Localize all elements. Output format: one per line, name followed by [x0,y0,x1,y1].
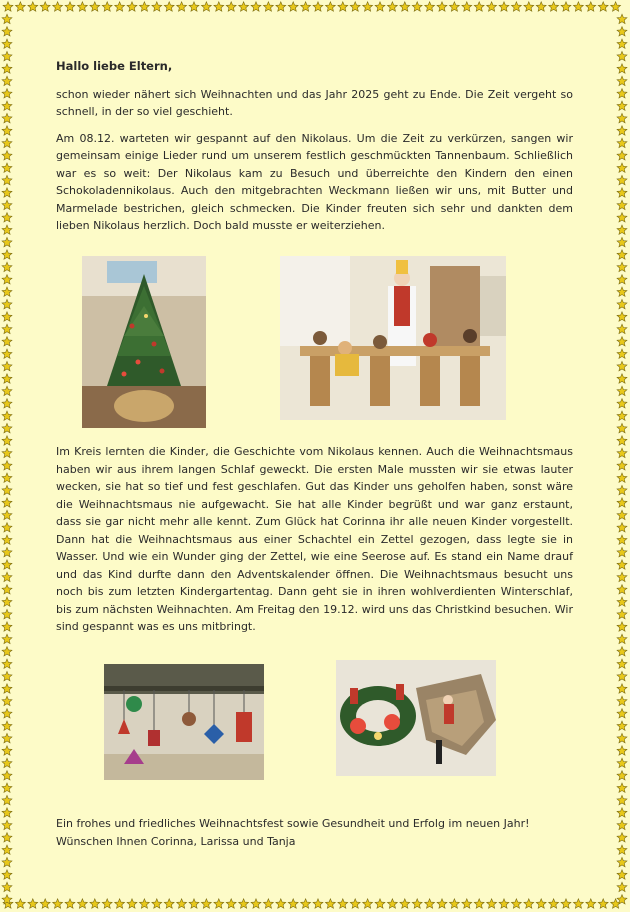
border-star [28,2,38,11]
border-star [2,188,12,197]
border-star [617,709,627,718]
border-star [617,349,627,358]
border-star [139,899,149,908]
border-star [2,560,12,569]
border-star [617,213,627,222]
border-star [177,2,187,11]
border-star [152,2,162,11]
border-star [102,899,112,908]
border-star [617,609,627,618]
border-star [15,899,25,908]
border-star [2,113,12,122]
border-star [214,899,224,908]
border-star [573,2,583,11]
border-star [617,361,627,370]
border-star [617,572,627,581]
border-star [375,899,385,908]
border-star [263,899,273,908]
border-star [617,547,627,556]
border-star [549,899,559,908]
border-star [115,2,125,11]
photo-advent-wreath [336,660,496,776]
border-star [90,899,100,908]
border-star [288,899,298,908]
border-star [617,101,627,110]
border-star [2,857,12,866]
border-star [617,399,627,408]
border-star [617,374,627,383]
border-star [350,899,360,908]
border-star [2,237,12,246]
border-star [152,899,162,908]
border-star [617,833,627,842]
border-star [2,684,12,693]
border-star [387,899,397,908]
border-star [226,899,236,908]
border-star [617,808,627,817]
border-star [363,2,373,11]
border-star [617,634,627,643]
border-star [40,2,50,11]
border-star [2,597,12,606]
border-star [617,287,627,296]
border-star [338,899,348,908]
border-star [617,27,627,36]
border-star [487,899,497,908]
border-star [617,51,627,60]
border-star [400,899,410,908]
border-star [617,684,627,693]
border-star [2,175,12,184]
border-star [598,2,608,11]
border-star [561,899,571,908]
border-star [561,2,571,11]
border-star [617,126,627,135]
border-star [617,535,627,544]
border-star [2,138,12,147]
border-star [617,870,627,879]
border-star [425,2,435,11]
border-star [2,820,12,829]
border-star [617,237,627,246]
border-star [2,213,12,222]
photo-nikolaus-visit [280,256,506,420]
border-star [617,312,627,321]
border-star [2,200,12,209]
border-star [2,275,12,284]
border-star [617,746,627,755]
border-star [400,2,410,11]
border-star [617,758,627,767]
border-star [549,2,559,11]
border-star [115,899,125,908]
border-star [127,2,137,11]
border-star [325,899,335,908]
border-star [288,2,298,11]
border-star [617,299,627,308]
border-star [53,899,63,908]
paragraph-weihnachtsmaus: Im Kreis lernten die Kinder, die Geschichte vom Nikolaus kennen. Auch die Weihnachtsmaus haben wir aus ihrem langen Schlaf geweckt. Die ersten Male mussten wir sie etwas lauter wecken, sie hat so tief und fest geschlafen. Gut das Kinder uns geholfen haben, sonst wäre die Weihnachtsmaus nie aufgewacht. Sie hat alle Kinder begrüßt und war ganz erstaunt, dass sie gar nicht mehr alle kennt. Zum Glück hat Corinna ihr alle neuen Kinder vorgestellt. Dann hat die Weihnachtsmaus aus einer Schachtel ein Zettel gezogen, dass legte sie in Wasser. Und wie ein Wunder ging der Zettel, wie eine Seerose auf. Es stand ein Name drauf und das Kind durfte dann den Adventskalender öffnen. Die Weihnachtsmaus besucht uns noch bis zum letzten Kindergartentag. Dann geht sie in ihren wohlverdienten Winterschlaf, bis zum nächsten Weihnachten. Am Freitag den 19.12. wird uns das Christkind besuchen. Wir sind gespannt was es uns mitbringt. [56,445,573,633]
border-star [617,473,627,482]
border-star [2,783,12,792]
border-star [499,899,509,908]
border-star [2,76,12,85]
border-star [617,597,627,606]
border-star [313,2,323,11]
border-star [2,287,12,296]
border-star [511,2,521,11]
border-star [2,411,12,420]
border-star [276,899,286,908]
border-star [239,2,249,11]
letter-body [56,58,573,244]
photo-christmas-tree [82,256,206,428]
border-star [2,126,12,135]
border-star [617,225,627,234]
border-star [2,386,12,395]
border-star [226,2,236,11]
border-star [2,324,12,333]
border-star [201,2,211,11]
border-star [2,523,12,532]
border-star [437,2,447,11]
border-star [573,899,583,908]
border-star [2,647,12,656]
border-star [15,2,25,11]
border-star [2,547,12,556]
border-star [617,386,627,395]
border-star [617,671,627,680]
border-star [2,709,12,718]
border-star [127,899,137,908]
border-star [617,113,627,122]
border-star [164,2,174,11]
border-star [177,899,187,908]
border-star [412,899,422,908]
border-star [412,2,422,11]
border-star [2,485,12,494]
border-star [325,2,335,11]
border-star [2,461,12,470]
border-star [2,27,12,36]
border-star [437,899,447,908]
border-star [511,899,521,908]
closing [56,815,573,850]
border-star [2,163,12,172]
border-star [536,899,546,908]
border-star [2,337,12,346]
border-star [487,2,497,11]
border-star [2,361,12,370]
border-star [617,498,627,507]
border-star [617,138,627,147]
border-star [2,39,12,48]
border-star [617,560,627,569]
border-star [2,833,12,842]
border-star [2,659,12,668]
border-star [617,64,627,73]
closing-signature: Wünschen Ihnen Corinna, Larissa und Tanja [56,834,296,848]
border-star [617,188,627,197]
border-star [617,39,627,48]
border-star [611,2,621,11]
border-star [2,746,12,755]
border-star [617,436,627,445]
border-star [2,89,12,98]
border-star [2,299,12,308]
border-star [2,808,12,817]
border-star [617,485,627,494]
border-star [2,535,12,544]
border-star [617,882,627,891]
border-star [263,2,273,11]
border-star [301,899,311,908]
border-star [2,721,12,730]
closing-wish: Ein frohes und friedliches Weihnachtsfest sowie Gesundheit und Erfolg im neuen Jahr! [56,817,530,830]
border-star [2,436,12,445]
border-star [617,461,627,470]
border-star [617,795,627,804]
border-star [462,2,472,11]
border-star [449,899,459,908]
border-star [617,845,627,854]
border-star [102,2,112,11]
border-star [65,2,75,11]
border-star [53,2,63,11]
border-star [617,783,627,792]
border-star [425,899,435,908]
border-star [2,771,12,780]
border-star [363,899,373,908]
border-star [617,820,627,829]
border-star [139,2,149,11]
border-star [2,634,12,643]
border-star [251,899,261,908]
border-star [617,622,627,631]
border-star [2,448,12,457]
border-star [2,101,12,110]
border-star [462,899,472,908]
border-star [2,374,12,383]
border-star [65,899,75,908]
border-star [313,899,323,908]
border-star [214,2,224,11]
border-star [2,572,12,581]
border-star [617,76,627,85]
border-star [77,899,87,908]
border-star [617,337,627,346]
border-star [524,899,534,908]
border-star [617,510,627,519]
border-star [617,411,627,420]
border-star [77,2,87,11]
border-star [617,275,627,284]
border-star [449,2,459,11]
border-star [350,2,360,11]
border-star [164,899,174,908]
border-star [617,647,627,656]
border-star [617,857,627,866]
border-star [2,225,12,234]
border-star [301,2,311,11]
border-star [617,163,627,172]
border-star [617,175,627,184]
border-star [338,2,348,11]
border-star [2,250,12,259]
border-star [2,51,12,60]
border-star [2,671,12,680]
border-star [2,473,12,482]
border-star [474,899,484,908]
border-star [2,585,12,594]
border-star [617,585,627,594]
border-star [2,349,12,358]
border-star [617,771,627,780]
paragraph-intro: schon wieder nähert sich Weihnachten und das Jahr 2025 geht zu Ende. Die Zeit vergeht so schnell, in der so viel geschieht. [56,87,573,118]
border-star [387,2,397,11]
border-star [2,312,12,321]
border-star [617,250,627,259]
border-star [617,151,627,160]
border-star [2,423,12,432]
border-star [617,200,627,209]
border-star [617,324,627,333]
border-star [2,498,12,507]
border-star [2,399,12,408]
border-star [2,609,12,618]
border-star [2,262,12,271]
border-star [28,899,38,908]
border-star [536,2,546,11]
border-star [617,721,627,730]
border-star [2,733,12,742]
border-star [2,510,12,519]
border-star [90,2,100,11]
border-star [2,14,12,23]
border-star [524,2,534,11]
border-star [499,2,509,11]
border-star [375,2,385,11]
border-star [189,899,199,908]
border-star [2,151,12,160]
border-star [2,870,12,879]
border-star [2,696,12,705]
border-star [201,899,211,908]
border-star [276,2,286,11]
border-star [239,899,249,908]
border-star [617,89,627,98]
greeting: Hallo liebe Eltern, [56,59,173,73]
border-star [189,2,199,11]
border-star [586,2,596,11]
border-star [617,423,627,432]
border-star [617,733,627,742]
paragraph-nikolaus: Am 08.12. warteten wir gespannt auf den Nikolaus. Um die Zeit zu verkürzen, sangen wir gemeinsam einige Lieder rund um unserem festlich geschmückten Tannenbaum. Schließlich war es so weit: Der Nikolaus kam zu Besuch und überreichte den Kindern den einen Schokoladennikolaus. Auch den mitgebrachten Weckmann ließen wir uns, mit Butter und Marmelade bestrichen, gleich schmecken. Die Kinder freuten sich sehr und dankten dem lieben Nikolaus herzlich. Doch bald musste er weiterziehen. [56,131,573,232]
border-star [3,2,13,11]
border-star [617,262,627,271]
border-star [2,882,12,891]
border-star [2,795,12,804]
border-star [40,899,50,908]
border-star [2,758,12,767]
border-star [617,696,627,705]
border-star [617,14,627,23]
border-star [2,64,12,73]
border-star [598,899,608,908]
border-star [617,523,627,532]
border-star [2,845,12,854]
letter-body-2 [56,443,573,645]
border-star [474,2,484,11]
border-star [617,659,627,668]
border-star [617,448,627,457]
border-star [2,622,12,631]
border-star [586,899,596,908]
border-star [251,2,261,11]
photo-hanging-decorations [104,664,264,780]
